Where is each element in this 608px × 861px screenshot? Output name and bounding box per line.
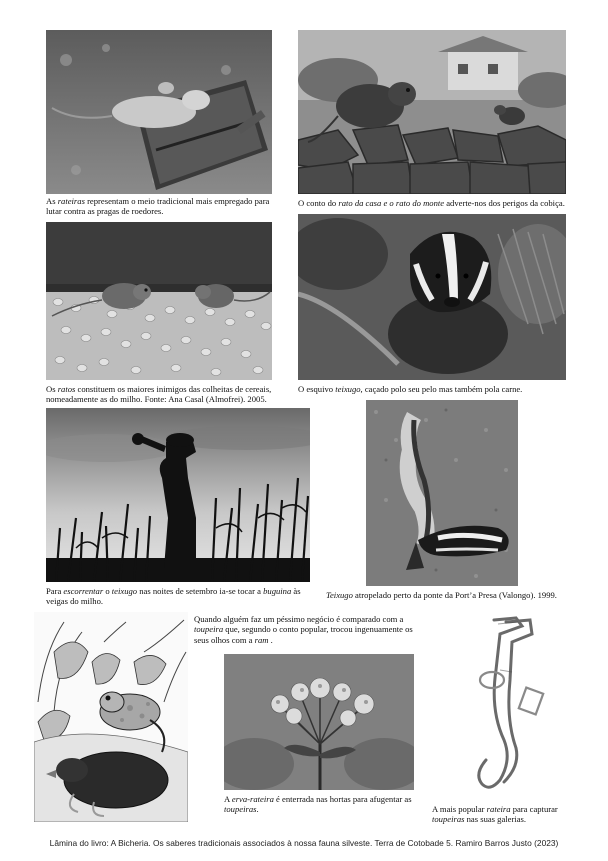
caption-text: .: [268, 634, 273, 645]
caption-rateiras-trap: [46, 196, 278, 217]
photo-mouse-in-trap: [46, 30, 272, 194]
caption-italic: toupeiras: [432, 814, 465, 825]
caption-text: .: [256, 804, 259, 815]
caption-text: O conto do: [298, 198, 339, 208]
caption-text: A mais popular: [432, 804, 487, 814]
caption-esquivo-teixugo: [298, 384, 570, 394]
caption-atropelado: [326, 590, 588, 600]
photo-mice-on-corn: [46, 222, 272, 380]
caption-italic: teixugo: [335, 384, 361, 394]
caption-rato-conto: [298, 198, 570, 208]
caption-text: representam o meio tradicional mais empregado para lutar contra as pragas de roedores.: [46, 196, 270, 217]
caption-text: , caçado polo seu pelo mas também pola carne.: [360, 384, 523, 394]
caption-italic: teixugo: [111, 586, 138, 596]
photo-badger: [298, 214, 566, 380]
caption-text: é enterrada nas hortas para afugentar as: [273, 794, 412, 804]
caption-italic: rateira: [486, 804, 511, 814]
caption-text: para capturar: [510, 804, 558, 814]
caption-buguina: [46, 586, 314, 607]
caption-ratos-milho: [46, 384, 284, 405]
caption-italic: toupeira: [194, 624, 224, 635]
caption-italic: ram: [254, 634, 269, 645]
caption-text: constituem os maiores inimigos das colheitas de cereais, nomeadamente as do milho. Fonte: Ana Casal (Almofrei). 2005.: [46, 384, 272, 405]
illustration-frog-and-mole: [34, 612, 188, 822]
photo-roadkill-badger: [366, 400, 518, 586]
caption-text: As: [46, 196, 58, 206]
photo-rat-on-wall: [298, 30, 566, 194]
caption-text: A: [224, 794, 232, 804]
caption-rateira-popular: [432, 804, 574, 825]
caption-text: o: [103, 586, 112, 596]
photo-wire-mole-trap: [460, 610, 558, 798]
caption-text: O esquivo: [298, 384, 336, 394]
caption-italic: buguina: [263, 586, 292, 596]
caption-text: nas suas galerias.: [464, 814, 527, 825]
caption-text: atropelado perto da ponte da Port’a Presa (Valongo). 1999.: [352, 590, 557, 600]
caption-italic: Teixugo: [326, 590, 353, 600]
caption-toupeira-negocio: [194, 614, 428, 645]
caption-italic: ratos: [57, 384, 76, 394]
caption-text: às veigas do milho.: [46, 586, 301, 607]
caption-text: que, segundo o conto popular, trocou ingenuamente os seus olhos com a: [194, 624, 413, 645]
caption-erva-rateira: [224, 794, 424, 815]
photo-erva-rateira: [224, 654, 414, 790]
caption-text: nas noites de setembro ia-se tocar a: [137, 586, 264, 596]
caption-italic: rato da casa e o rato do monte: [338, 198, 445, 208]
photo-horn-player-silhouette: [46, 408, 310, 582]
caption-italic: rateiras: [57, 196, 85, 206]
caption-italic: erva-rateira: [231, 794, 274, 804]
page-footer: Lâmina do livro: A Bicheria. Os saberes tradicionais associados à nossa fauna silveste. Terra de Cotobade 5. Ramiro Barros Justo (2023): [49, 838, 559, 848]
caption-italic: escorrentar: [63, 586, 104, 596]
caption-text: Para: [46, 586, 64, 596]
caption-text: Os: [46, 384, 58, 394]
caption-text: adverte-nos dos perigos da cobiça.: [444, 198, 565, 208]
caption-italic: toupeiras: [224, 804, 257, 815]
caption-text: Quando alguém faz um péssimo negócio é comparado com a: [194, 614, 404, 624]
